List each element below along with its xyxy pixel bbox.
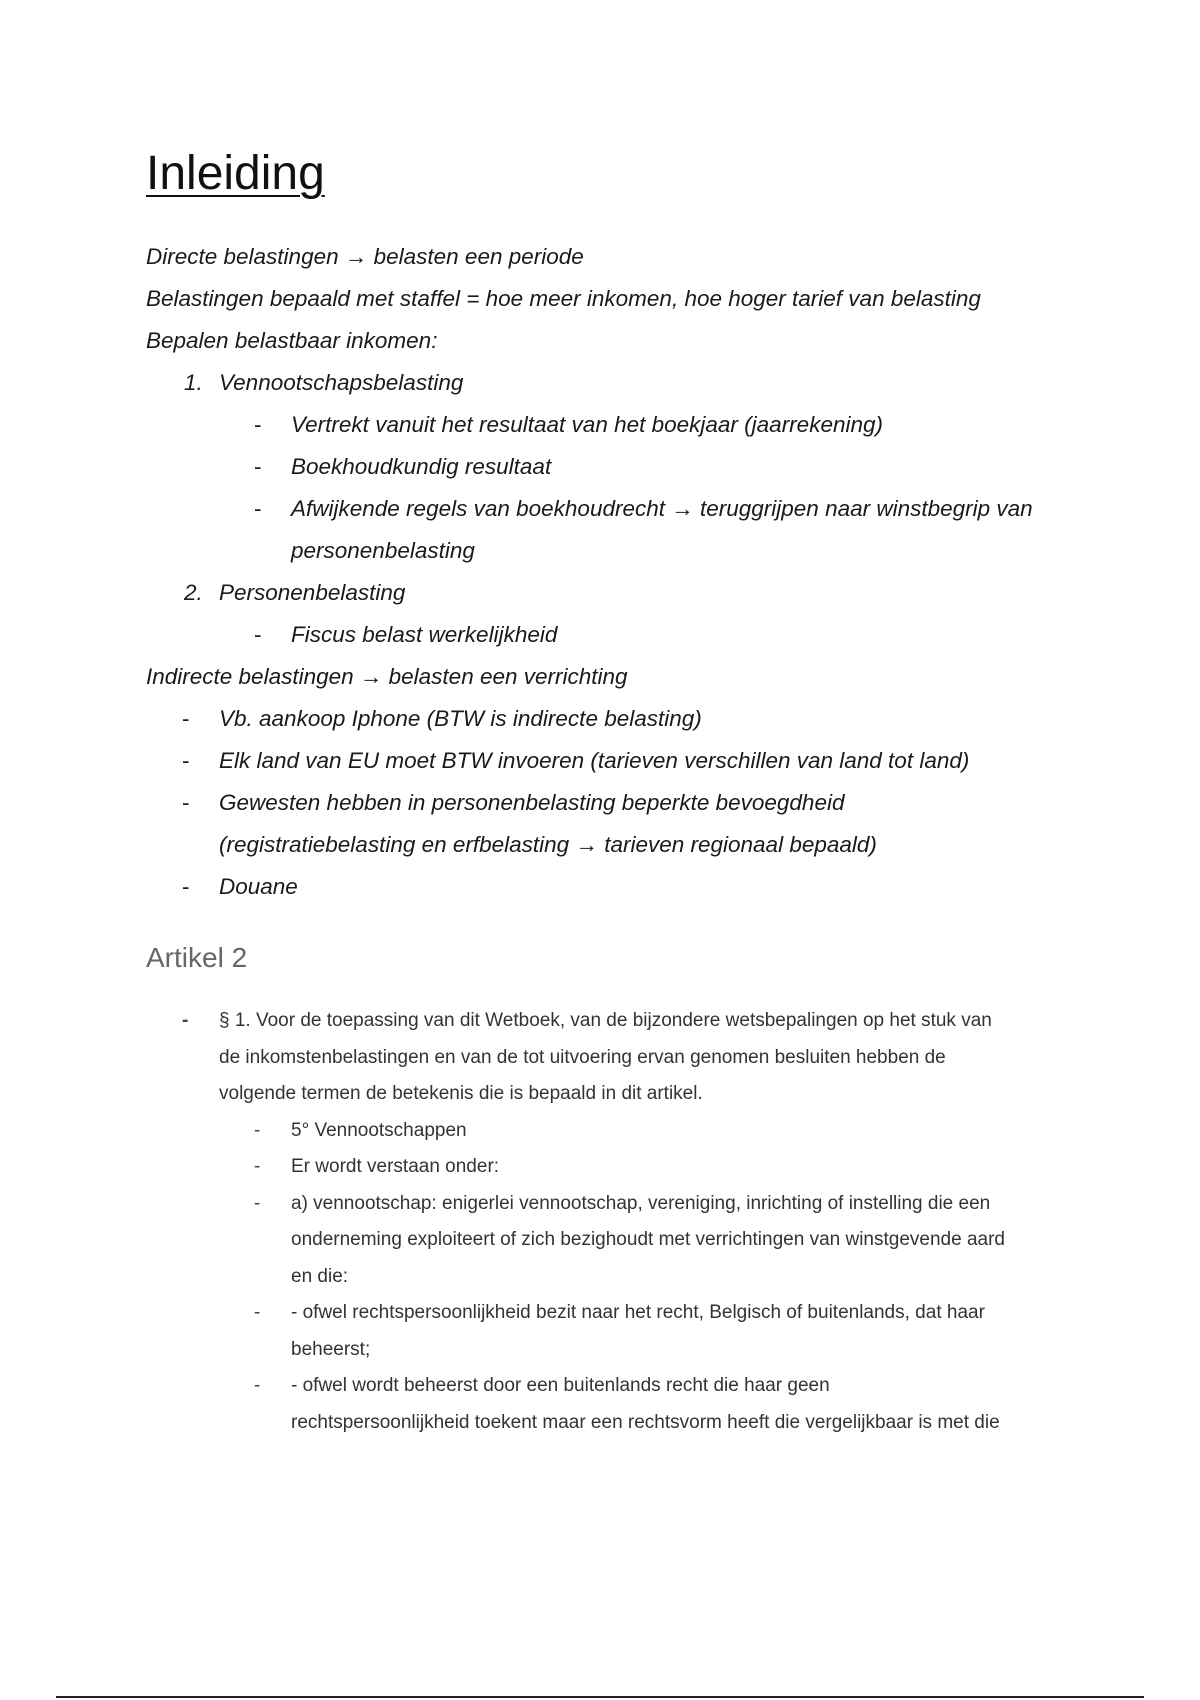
bullet-text: Douane: [219, 874, 298, 899]
bullet-text: personenbelasting: [291, 538, 475, 563]
bullet-dash: -: [254, 454, 262, 479]
bullet-dash: -: [254, 1119, 261, 1141]
bullet-item: [146, 488, 1146, 530]
bullet-text: Gewesten hebben in personenbelasting beperkte bevoegdheid: [219, 790, 845, 815]
page-bottom-rule: [56, 1696, 1144, 1698]
bullet-text: Vb. aankoop Iphone (BTW is indirecte belasting): [219, 706, 702, 731]
article-paragraph-line: [146, 1003, 1146, 1040]
bullet-text: Boekhoudkundig resultaat: [291, 454, 552, 479]
article-sub-continuation: beheerst;: [291, 1338, 371, 1360]
sub-item-text: 5° Vennootschappen: [291, 1119, 467, 1141]
bullet-continuation: [146, 824, 1146, 866]
bullet-dash: -: [182, 790, 190, 815]
bullet-dash: -: [182, 748, 190, 773]
bullet-dash: -: [182, 706, 190, 731]
bullet-continuation: [146, 530, 1146, 572]
bullet-dash: -: [182, 874, 190, 899]
intro-line: Belastingen bepaald met staffel = hoe meer inkomen, hoe hoger tarief van belasting: [146, 286, 981, 311]
bullet-text: (registratiebelasting en erfbelasting → tarieven regionaal bepaald): [219, 832, 877, 857]
article-sub-item: [146, 1295, 1146, 1332]
bullet-text: Vertrekt vanuit het resultaat van het boekjaar (jaarrekening): [291, 412, 883, 437]
bullet-dash: -: [254, 622, 262, 647]
sub-item-text: Er wordt verstaan onder:: [291, 1156, 500, 1177]
paragraph-text: § 1. Voor de toepassing van dit Wetboek, van de bijzondere wetsbepalingen op het stuk van: [219, 1010, 992, 1031]
article-paragraph-line: de inkomstenbelastingen en van de tot uitvoering ervan genomen besluiten hebben de: [219, 1046, 946, 1068]
article-section: [146, 1003, 1146, 1441]
section-heading: Artikel 2: [146, 942, 248, 973]
article-paragraph-line: volgende termen de betekenis die is bepaald in dit artikel.: [219, 1083, 703, 1104]
article-sub-item: [146, 1186, 1146, 1223]
page-title: Inleiding: [146, 147, 325, 200]
item-label: Vennootschapsbelasting: [219, 370, 464, 395]
intro-line: Directe belastingen → belasten een periode: [146, 244, 584, 269]
bullet-item: [146, 614, 1146, 656]
bullet-item: [146, 404, 1146, 446]
bullet-dash: -: [254, 496, 262, 521]
bullet-item: [146, 782, 1146, 824]
article-sub-continuation: onderneming exploiteert of zich bezighoudt met verrichtingen van winstgevende aard: [291, 1229, 1005, 1250]
bullet-dash: -: [254, 1192, 261, 1214]
intro-line: Indirecte belastingen → belasten een verrichting: [146, 664, 628, 689]
item-number: 2.: [184, 580, 203, 605]
bullet-dash: -: [254, 1375, 261, 1396]
bullet-text: Afwijkende regels van boekhoudrecht → teruggrijpen naar winstbegrip van: [291, 496, 1033, 521]
item-label: Personenbelasting: [219, 580, 406, 605]
sub-item-text: a) vennootschap: enigerlei vennootschap, vereniging, inrichting of instelling die een: [291, 1192, 991, 1214]
bullet-item: [146, 866, 1146, 908]
bullet-text: Elk land van EU moet BTW invoeren (tarieven verschillen van land tot land): [219, 748, 970, 773]
numbered-item: [146, 362, 1146, 404]
article-sub-item: [146, 1149, 1146, 1186]
bullet-dash: -: [254, 412, 262, 437]
article-sub-continuation: rechtspersoonlijkheid toekent maar een rechtsvorm heeft die vergelijkbaar is met die: [291, 1411, 1000, 1433]
sub-item-text: - ofwel rechtspersoonlijkheid bezit naar het recht, Belgisch of buitenlands, dat haar: [291, 1302, 985, 1323]
bullet-item: [146, 698, 1146, 740]
sub-item-text: - ofwel wordt beheerst door een buitenlands recht die haar geen: [291, 1375, 830, 1396]
bullet-text: Fiscus belast werkelijkheid: [291, 622, 558, 647]
article-sub-item: [146, 1113, 1146, 1150]
bullet-item: [146, 446, 1146, 488]
article-sub-item: [146, 1368, 1146, 1405]
item-number: 1.: [184, 370, 203, 395]
bullet-dash: -: [182, 1010, 189, 1031]
intro-line: Bepalen belastbaar inkomen:: [146, 328, 438, 353]
bullet-dash: -: [254, 1156, 261, 1177]
numbered-item: [146, 572, 1146, 614]
article-sub-continuation: en die:: [291, 1265, 349, 1287]
bullet-item: [146, 740, 1146, 782]
bullet-dash: -: [254, 1302, 261, 1323]
intro-section: [146, 236, 1146, 908]
